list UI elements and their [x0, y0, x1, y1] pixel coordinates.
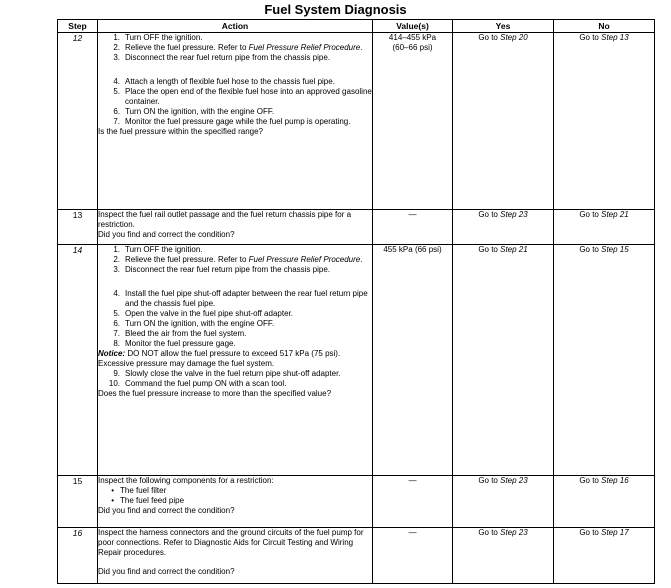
list-item: 6. Turn ON the ignition, with the engine OFF. — [113, 319, 275, 328]
list-item: 7. Bleed the air from the fuel system. — [113, 329, 247, 338]
value-cell: — — [373, 476, 453, 528]
instruction-text: Inspect the following components for a restriction: — [98, 476, 274, 485]
instruction-text: Inspect the fuel rail outlet passage and the fuel return chassis pipe for a restriction. — [98, 210, 352, 229]
list-item: 5. Place the open end of the flexible fuel hose into an approved gasoline container. — [113, 87, 372, 106]
value-cell: 455 kPa (66 psi) — [373, 245, 453, 476]
table-header-row — [58, 20, 655, 33]
list-item: 3. Disconnect the rear fuel return pipe from the chassis pipe. — [113, 53, 330, 62]
yes-step-link: Step 20 — [500, 33, 528, 42]
bullet-icon: • — [111, 496, 114, 505]
list-item: • The fuel filter — [98, 486, 372, 496]
table-row-step-14 — [58, 245, 655, 476]
instruction-text: Inspect the harness connectors and the ground circuits of the fuel pump for poor connections. Refer to Diagnostic Aids for Circuit Testing and Wiring Repair procedures. — [98, 528, 364, 557]
list-item: 1. Turn OFF the ignition. — [113, 33, 203, 42]
question-text: Did you find and correct the condition? — [98, 567, 235, 576]
no-cell: Go to Step 13 — [554, 33, 655, 210]
header-value: Value(s) — [373, 20, 453, 33]
notice-label: Notice: — [98, 349, 126, 358]
action-cell — [98, 210, 373, 245]
yes-cell: Go to Step 20 — [453, 33, 554, 210]
value-cell — [373, 33, 453, 210]
no-step-link: Step 17 — [601, 528, 629, 537]
action-list — [98, 369, 372, 389]
yes-cell: Go to Step 23 — [453, 528, 554, 584]
no-cell: Go to Step 17 — [554, 528, 655, 584]
list-item: 5. Open the valve in the fuel pipe shut-off adapter. — [113, 309, 293, 318]
diagnosis-table — [57, 19, 655, 584]
question-text: Did you find and correct the condition? — [98, 506, 235, 515]
yes-cell: Go to Step 23 — [453, 210, 554, 245]
step-number: 14 — [58, 245, 98, 476]
list-item: 8. Monitor the fuel pressure gage. — [113, 339, 236, 348]
no-cell: Go to Step 15 — [554, 245, 655, 476]
list-item: 4. Install the fuel pipe shut-off adapter between the rear fuel return pipe and the chassis fuel pipe. — [113, 289, 368, 308]
yes-step-link: Step 21 — [500, 245, 528, 254]
action-cell — [98, 476, 373, 528]
bullet-icon: • — [111, 486, 114, 495]
value-cell: — — [373, 210, 453, 245]
header-action: Action — [98, 20, 373, 33]
action-cell — [98, 528, 373, 584]
list-item: 9. Slowly close the valve in the fuel return pipe shut-off adapter. — [113, 369, 341, 378]
step-number: 12 — [58, 33, 98, 210]
no-cell: Go to Step 21 — [554, 210, 655, 245]
question-text: Does the fuel pressure increase to more than the specified value? — [98, 389, 332, 398]
question-text: Is the fuel pressure within the specified range? — [98, 127, 263, 136]
list-item: 1. Turn OFF the ignition. — [113, 245, 203, 254]
table-row-step-15 — [58, 476, 655, 528]
list-item: 3. Disconnect the rear fuel return pipe from the chassis pipe. — [113, 265, 330, 274]
header-no: No — [554, 20, 655, 33]
no-step-link: Step 21 — [601, 210, 629, 219]
step-number: 16 — [58, 528, 98, 584]
page-title: Fuel System Diagnosis — [264, 2, 407, 17]
table-row-step-13 — [58, 210, 655, 245]
list-item: 10. Command the fuel pump ON with a scan tool. — [108, 379, 287, 388]
list-item: 7. Monitor the fuel pressure gage while the fuel pump is operating. — [113, 117, 351, 126]
no-step-link: Step 15 — [601, 245, 629, 254]
yes-cell: Go to Step 21 — [453, 245, 554, 476]
list-item: 6. Turn ON the ignition, with the engine OFF. — [113, 107, 275, 116]
no-step-link: Step 16 — [601, 476, 629, 485]
value-cell: — — [373, 528, 453, 584]
header-step: Step — [58, 20, 98, 33]
header-yes: Yes — [453, 20, 554, 33]
table-row-step-16 — [58, 528, 655, 584]
action-cell — [98, 245, 373, 476]
yes-step-link: Step 23 — [500, 210, 528, 219]
list-item: • The fuel feed pipe — [98, 496, 372, 506]
yes-step-link: Step 23 — [500, 528, 528, 537]
step-number: 13 — [58, 210, 98, 245]
list-item: 2. Relieve the fuel pressure. Refer to Fuel Pressure Relief Procedure. — [113, 43, 363, 52]
yes-step-link: Step 23 — [500, 476, 528, 485]
step-number: 15 — [58, 476, 98, 528]
question-text: Did you find and correct the condition? — [98, 230, 235, 239]
no-step-link: Step 13 — [601, 33, 629, 42]
list-item: 2. Relieve the fuel pressure. Refer to Fuel Pressure Relief Procedure. — [113, 255, 363, 264]
no-cell: Go to Step 16 — [554, 476, 655, 528]
list-item: 4. Attach a length of flexible fuel hose to the chassis fuel pipe. — [113, 77, 335, 86]
yes-cell: Go to Step 23 — [453, 476, 554, 528]
component-list — [98, 486, 372, 506]
table-row-step-12 — [58, 33, 655, 210]
value-range-psi: (60–66 psi) — [392, 43, 433, 52]
action-cell — [98, 33, 373, 210]
action-list — [98, 245, 372, 349]
value-range: 414–455 kPa — [388, 33, 437, 42]
notice-text: Notice: DO NOT allow the fuel pressure to exceed 517 kPa (75 psi). Excessive pressure may damage the fuel system. — [98, 349, 341, 368]
action-list — [98, 33, 372, 127]
